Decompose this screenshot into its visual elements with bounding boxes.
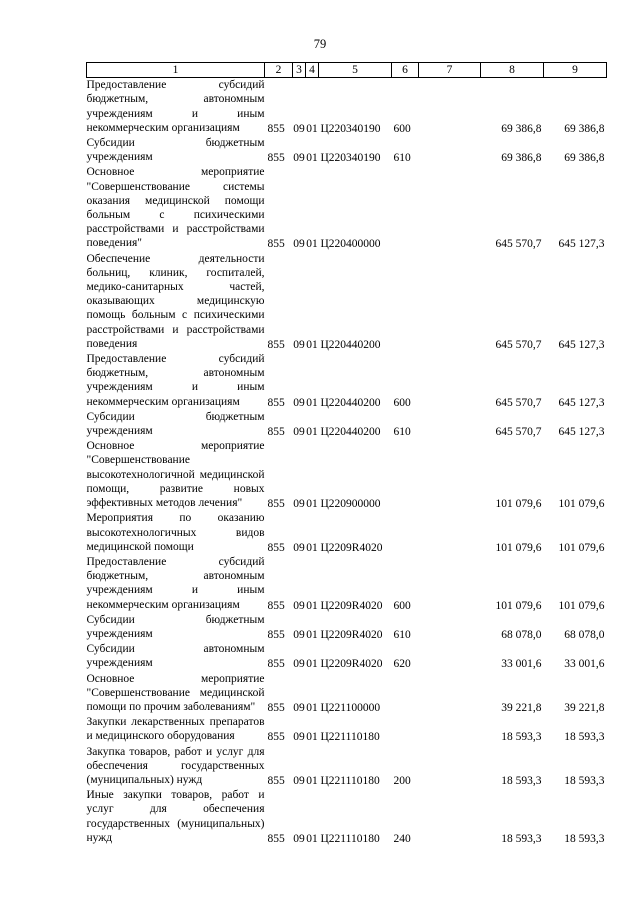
amount-column-9: 68 078,0 (564, 628, 605, 641)
column-header: 2 (265, 63, 293, 78)
subsection-code: 01 (306, 152, 318, 165)
amount-column-9: 645 127,3 (558, 238, 605, 251)
expense-type-code: 600 (393, 122, 411, 135)
amount-column-9: 101 079,6 (558, 498, 605, 511)
table-row (87, 672, 607, 716)
table-row (87, 511, 607, 555)
column-7-value (419, 672, 481, 716)
column-7-value (419, 78, 481, 136)
subsection-code: 01 (306, 658, 318, 671)
amount-column-8: 69 386,8 (501, 152, 542, 165)
expense-type-code: 610 (393, 426, 411, 439)
expense-type-code (392, 672, 419, 716)
expense-type-code: 610 (393, 628, 411, 641)
column-7-value (419, 410, 481, 439)
section-code: 09 (293, 701, 305, 714)
table-row (87, 642, 607, 671)
ministry-code: 855 (267, 238, 285, 251)
table-row (87, 78, 607, 136)
item-name: Закупки лекарственных препаратов и медицинского оборудования (86, 716, 265, 743)
amount-column-8: 39 221,8 (501, 701, 542, 714)
amount-column-9: 18 593,3 (564, 832, 605, 845)
amount-column-8: 101 079,6 (495, 599, 542, 612)
target-article-code: Ц220440200 (320, 396, 381, 409)
table-row (87, 439, 607, 511)
item-name: Обеспечение деятельности больниц, клиник, госпиталей, медико-санитарных частей, оказывающих медицинскую помощь больным с психическими расстройствами и расстройствами поведения (86, 252, 265, 350)
subsection-code: 01 (306, 774, 318, 787)
table-row (87, 136, 607, 165)
subsection-code: 01 (306, 628, 318, 641)
ministry-code: 855 (267, 152, 285, 165)
ministry-code: 855 (267, 658, 285, 671)
subsection-code: 01 (306, 498, 318, 511)
ministry-code: 855 (267, 396, 285, 409)
item-name: Основное мероприятие "Совершенствование высокотехнологичной медицинской помощи, развитие новых эффективных методов лечения" (86, 440, 265, 510)
target-article-code: Ц221110180 (320, 774, 380, 787)
column-header: 1 (87, 63, 265, 78)
amount-column-9: 645 127,3 (558, 426, 605, 439)
column-header: 7 (419, 63, 481, 78)
section-code: 09 (293, 426, 305, 439)
amount-column-8: 18 593,3 (501, 774, 542, 787)
expense-type-code: 610 (393, 152, 411, 165)
ministry-code: 855 (267, 338, 285, 351)
column-7-value (419, 788, 481, 846)
amount-column-8: 18 593,3 (501, 832, 542, 845)
table-row (87, 745, 607, 789)
item-name: Субсидии бюджетным учреждениям (86, 613, 265, 640)
section-code: 09 (293, 832, 305, 845)
column-7-value (419, 555, 481, 613)
target-article-code: Ц220900000 (320, 498, 381, 511)
item-name: Закупка товаров, работ и услуг для обеспечения государственных (муниципальных) нужд (86, 745, 265, 786)
subsection-code: 01 (306, 731, 318, 744)
table-row (87, 352, 607, 410)
amount-column-8: 101 079,6 (495, 498, 542, 511)
amount-column-8: 645 570,7 (495, 396, 542, 409)
table-body (87, 78, 607, 846)
column-header: 4 (306, 63, 319, 78)
item-name: Предоставление субсидий бюджетным, автономным учреждениям и иным некоммерческим организациям (86, 79, 265, 134)
column-7-value (419, 642, 481, 671)
section-code: 09 (293, 122, 305, 135)
target-article-code: Ц220440200 (320, 426, 381, 439)
expense-type-code: 600 (393, 599, 411, 612)
ministry-code: 855 (267, 541, 285, 554)
amount-column-8: 18 593,3 (501, 731, 542, 744)
column-header: 3 (293, 63, 306, 78)
column-header: 9 (544, 63, 607, 78)
ministry-code: 855 (267, 498, 285, 511)
item-name: Иные закупки товаров, работ и услуг для обеспечения государственных (муниципальных) нужд (86, 789, 265, 844)
expense-type-code: 200 (393, 774, 411, 787)
item-name: Субсидии бюджетным учреждениям (86, 410, 265, 438)
subsection-code: 01 (306, 122, 318, 135)
section-code: 09 (293, 599, 305, 612)
ministry-code: 855 (267, 426, 285, 439)
expense-type-code (392, 439, 419, 511)
section-code: 09 (293, 338, 305, 351)
budget-table (86, 62, 607, 846)
amount-column-9: 33 001,6 (564, 658, 605, 671)
subsection-code: 01 (306, 832, 318, 845)
table-row (87, 410, 607, 439)
ministry-code: 855 (267, 122, 285, 135)
amount-column-8: 33 001,6 (501, 658, 542, 671)
table-row (87, 165, 607, 251)
target-article-code: Ц221110180 (320, 731, 380, 744)
amount-column-8: 68 078,0 (501, 628, 542, 641)
target-article-code: Ц220440200 (320, 338, 381, 351)
column-7-value (419, 715, 481, 744)
target-article-code: Ц220340190 (320, 122, 381, 135)
ministry-code: 855 (267, 701, 285, 714)
table-row (87, 555, 607, 613)
target-article-code: Ц221100000 (320, 701, 381, 714)
target-article-code: Ц2209R4020 (320, 658, 383, 671)
item-name: Субсидии автономным учреждениям (86, 643, 265, 670)
amount-column-9: 69 386,8 (564, 122, 605, 135)
amount-column-8: 645 570,7 (495, 426, 542, 439)
amount-column-9: 645 127,3 (558, 338, 605, 351)
subsection-code: 01 (306, 541, 318, 554)
ministry-code: 855 (267, 628, 285, 641)
table-row (87, 715, 607, 744)
amount-column-9: 18 593,3 (564, 774, 605, 787)
amount-column-9: 645 127,3 (558, 396, 605, 409)
amount-column-8: 645 570,7 (495, 238, 542, 251)
table-row (87, 788, 607, 846)
column-7-value (419, 511, 481, 555)
expense-type-code (392, 252, 419, 352)
column-7-value (419, 745, 481, 789)
expense-type-code: 620 (393, 658, 411, 671)
column-header: 5 (319, 63, 392, 78)
amount-column-9: 101 079,6 (558, 541, 605, 554)
column-header: 6 (392, 63, 419, 78)
subsection-code: 01 (306, 701, 318, 714)
expense-type-code (392, 511, 419, 555)
item-name: Мероприятия по оказанию высокотехнологичных видов медицинской помощи (86, 512, 265, 553)
amount-column-9: 18 593,3 (564, 731, 605, 744)
amount-column-8: 645 570,7 (495, 338, 542, 351)
target-article-code: Ц2209R4020 (320, 541, 383, 554)
target-article-code: Ц221110180 (320, 832, 380, 845)
column-7-value (419, 352, 481, 410)
column-header: 8 (481, 63, 544, 78)
amount-column-8: 69 386,8 (501, 122, 542, 135)
amount-column-8: 101 079,6 (495, 541, 542, 554)
expense-type-code (392, 715, 419, 744)
subsection-code: 01 (306, 396, 318, 409)
table-row (87, 252, 607, 352)
target-article-code: Ц220400000 (320, 238, 381, 251)
section-code: 09 (293, 774, 305, 787)
expense-type-code (392, 165, 419, 251)
item-name: Основное мероприятие "Совершенствование медицинской помощи по прочим заболеваниям" (86, 672, 265, 713)
section-code: 09 (293, 541, 305, 554)
item-name: Субсидии бюджетным учреждениям (86, 137, 265, 164)
page-number: 79 (313, 37, 327, 51)
section-code: 09 (293, 498, 305, 511)
header-row (87, 63, 607, 78)
section-code: 09 (293, 152, 305, 165)
subsection-code: 01 (306, 599, 318, 612)
table-row (87, 613, 607, 642)
column-7-value (419, 252, 481, 352)
subsection-code: 01 (306, 338, 318, 351)
item-name: Предоставление субсидий бюджетным, автономным учреждениям и иным некоммерческим организациям (86, 353, 265, 408)
ministry-code: 855 (267, 774, 285, 787)
column-7-value (419, 136, 481, 165)
section-code: 09 (293, 658, 305, 671)
subsection-code: 01 (306, 426, 318, 439)
section-code: 09 (293, 731, 305, 744)
subsection-code: 01 (306, 238, 318, 251)
item-name: Предоставление субсидий бюджетным, автономным учреждениям и иным некоммерческим организациям (86, 555, 265, 611)
amount-column-9: 69 386,8 (564, 152, 605, 165)
ministry-code: 855 (267, 832, 285, 845)
ministry-code: 855 (267, 731, 285, 744)
expense-type-code: 240 (393, 832, 411, 845)
target-article-code: Ц2209R4020 (320, 599, 383, 612)
amount-column-9: 39 221,8 (564, 701, 605, 714)
column-7-value (419, 613, 481, 642)
section-code: 09 (293, 238, 305, 251)
item-name: Основное мероприятие "Совершенствование системы оказания медицинской помощи больным с психическими расстройствами и расстройствами поведения" (86, 166, 265, 250)
column-7-value (419, 439, 481, 511)
target-article-code: Ц2209R4020 (320, 628, 383, 641)
section-code: 09 (293, 396, 305, 409)
expense-type-code: 600 (393, 396, 411, 409)
ministry-code: 855 (267, 599, 285, 612)
column-7-value (419, 165, 481, 251)
amount-column-9: 101 079,6 (558, 599, 605, 612)
section-code: 09 (293, 628, 305, 641)
target-article-code: Ц220340190 (320, 152, 381, 165)
